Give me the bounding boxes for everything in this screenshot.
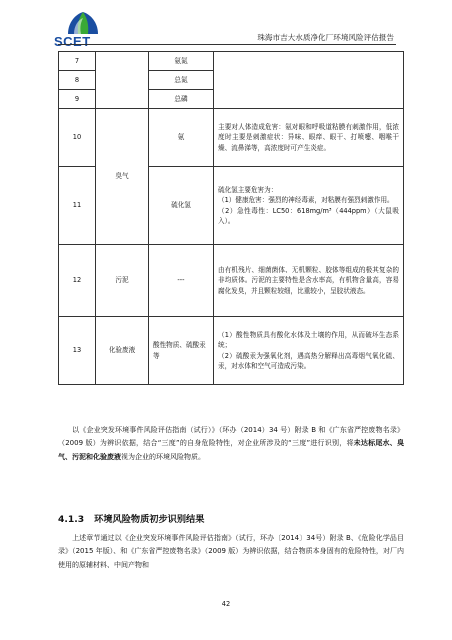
row-number: 12: [59, 245, 96, 317]
row-category: 臭气: [96, 109, 149, 245]
paragraph-text: 上述章节通过以《企业突发环境事件风险评估指南》（试行，环办〔2014〕34号）附录 B、《危险化学品目录》（2015 年版）、和《广东省严控废物名录》（2009 版）为辨识依据，结合物质本身固有的危险特性，对厂内使用的原辅材料、中间产物和: [58, 534, 404, 569]
row-number: 8: [59, 71, 96, 90]
row-description: [214, 245, 404, 317]
row-description: [214, 52, 404, 109]
body-paragraph: [58, 532, 404, 572]
row-number: 11: [59, 167, 96, 245]
header-rule: [58, 44, 396, 45]
row-number: 7: [59, 52, 96, 71]
report-title: 珠海市吉大水质净化厂环境风险评估报告: [257, 33, 394, 42]
description-line: （1）酸性物质具有酸化水体及土壤的作用，从而破坏生态系统；: [218, 331, 399, 350]
row-substance: 氨氮: [149, 52, 214, 71]
description-line: 硫化氢主要危害为：: [218, 186, 278, 195]
row-number: 13: [59, 317, 96, 385]
description-line: 由有机残片、细菌菌体、无机颗粒、胶体等组成的极其复杂的非均质体。污泥的主要特性是含水率高，有机物含量高，容易腐化发臭，并且颗粒较细，比重较小，呈胶状液态。: [218, 266, 399, 295]
row-substance: 硫化氢: [149, 167, 214, 245]
section-heading: [58, 511, 204, 525]
row-category: 化验废液: [96, 317, 149, 385]
section-number: 4.1.3: [58, 514, 85, 525]
row-description: [214, 167, 404, 245]
row-substance: 总氮: [149, 71, 214, 90]
paragraph-text: 视为企业的环境风险物质。: [121, 452, 205, 461]
table-row: [59, 109, 404, 167]
risk-substance-table: [58, 51, 404, 385]
row-description: [214, 317, 404, 385]
section-title: 环境风险物质初步识别结果: [94, 514, 205, 525]
page-number: 42: [221, 600, 231, 608]
paragraph-text: 以《企业突发环境事件风险评估指南（试行）》（环办（2014）34 号）附录 B 和《广东省严控废物名录》（2009 版）为辨识依据，结合“三度”的自身危险特性，对企业所涉及的“三度”进行识别，将: [58, 426, 404, 448]
row-number: 9: [59, 90, 96, 109]
row-category: 污泥: [96, 245, 149, 317]
table-row: [59, 245, 404, 317]
body-paragraph: [58, 424, 404, 464]
table-row: [59, 52, 404, 71]
table-row: [59, 317, 404, 385]
description-line: （2）急性毒性：LC50：618mg/m³（444ppm）（大鼠吸入）。: [218, 206, 399, 225]
company-logo: [60, 10, 106, 36]
row-substance: ---: [149, 245, 214, 317]
row-number: 10: [59, 109, 96, 167]
logo-text: SCET: [54, 34, 91, 49]
description-line: （1）健康危害：强烈的神经毒素，对粘膜有强烈刺激作用。: [218, 196, 394, 205]
row-substance: 氨: [149, 109, 214, 167]
row-substance: 酸性物质、硫酸汞等: [149, 317, 214, 385]
paragraph-emphasis: 未达标尾水、臭气、污泥和化验废液: [58, 439, 405, 461]
row-description: [214, 109, 404, 167]
row-substance: 总磷: [149, 90, 214, 109]
description-line: 主要对人体造成危害：氨对眼和呼吸道粘膜有刺激作用，低浓度时主要是刺激症状：异味、眼痒、眼干、打喷嚏、咽喉干燥、流鼻涕等，高浓度时可产生炎症。: [218, 123, 399, 152]
description-line: （2）硫酸汞为强氧化剂，遇高热分解释出高毒烟气氧化硫、汞，对水体和空气可造成污染。: [218, 351, 399, 370]
row-category: [96, 52, 149, 109]
